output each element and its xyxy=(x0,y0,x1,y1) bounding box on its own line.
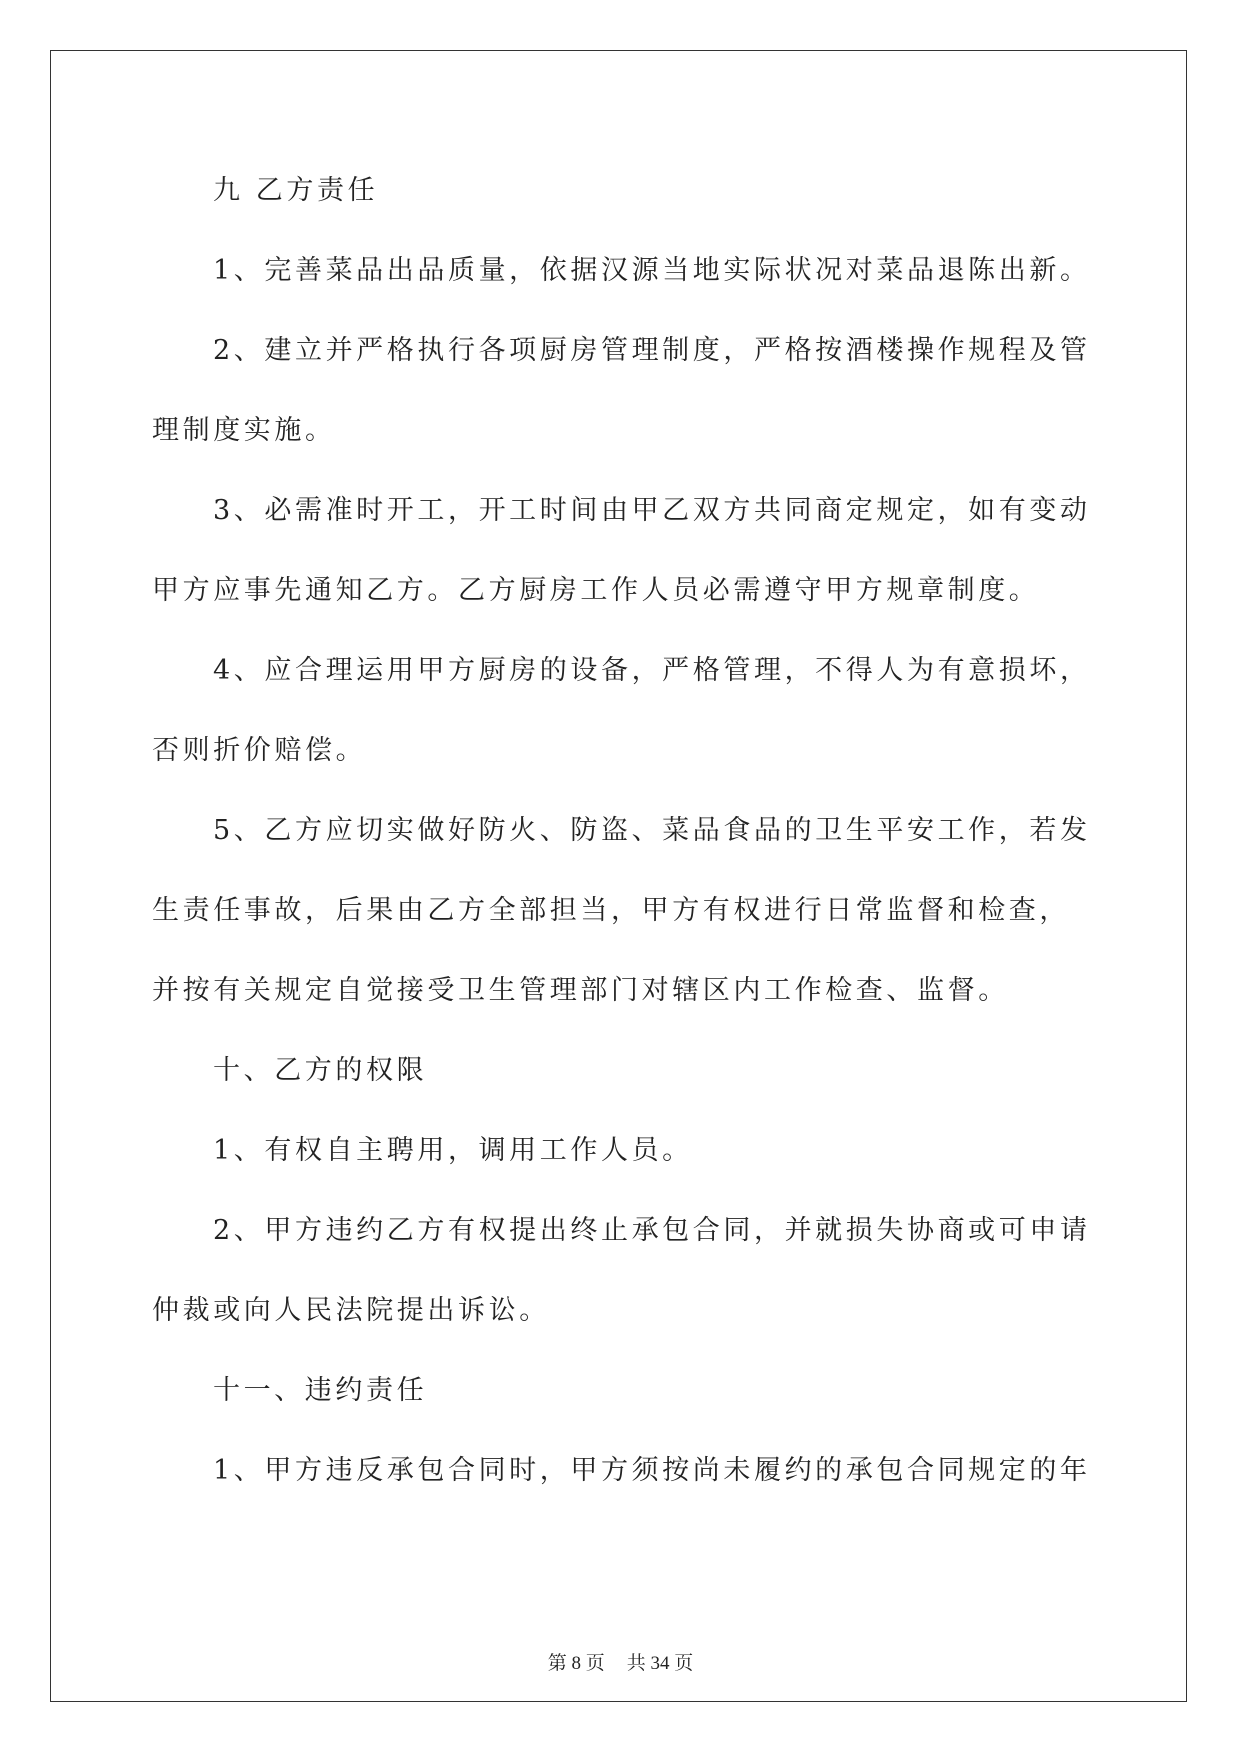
paragraph-line: 仲裁或向人民法院提出诉讼。 xyxy=(152,1295,550,1326)
page-number: 第 8 页 xyxy=(547,1653,605,1674)
section-heading: 十、乙方的权限 xyxy=(213,1055,428,1086)
paragraph-line: 3、必需准时开工，开工时间由甲乙双方共同商定规定，如有变动 xyxy=(213,495,1091,526)
paragraph-line: 2、建立并严格执行各项厨房管理制度，严格按酒楼操作规程及管 xyxy=(213,335,1091,366)
paragraph-line: 5、乙方应切实做好防火、防盗、菜品食品的卫生平安工作，若发 xyxy=(213,815,1091,846)
page-footer xyxy=(0,1648,1241,1675)
paragraph-line: 否则折价赔偿。 xyxy=(152,735,367,766)
section-heading: 十一、违约责任 xyxy=(213,1375,428,1406)
paragraph-line: 理制度实施。 xyxy=(152,415,336,446)
page-total: 共 34 页 xyxy=(626,1653,694,1674)
paragraph-line: 1、有权自主聘用，调用工作人员。 xyxy=(213,1135,693,1166)
paragraph-line: 并按有关规定自觉接受卫生管理部门对辖区内工作检查、监督。 xyxy=(152,975,1009,1006)
section-heading: 九 乙方责任 xyxy=(213,175,379,206)
paragraph-line: 甲方应事先通知乙方。乙方厨房工作人员必需遵守甲方规章制度。 xyxy=(152,575,1040,606)
paragraph-line: 1、完善菜品出品质量，依据汉源当地实际状况对菜品退陈出新。 xyxy=(213,255,1091,286)
paragraph-line: 4、应合理运用甲方厨房的设备，严格管理，不得人为有意损坏， xyxy=(213,655,1091,686)
paragraph-line: 生责任事故，后果由乙方全部担当，甲方有权进行日常监督和检查， xyxy=(152,895,1070,926)
paragraph-line: 1、甲方违反承包合同时，甲方须按尚未履约的承包合同规定的年 xyxy=(213,1455,1091,1486)
paragraph-line: 2、甲方违约乙方有权提出终止承包合同，并就损失协商或可申请 xyxy=(213,1215,1091,1246)
